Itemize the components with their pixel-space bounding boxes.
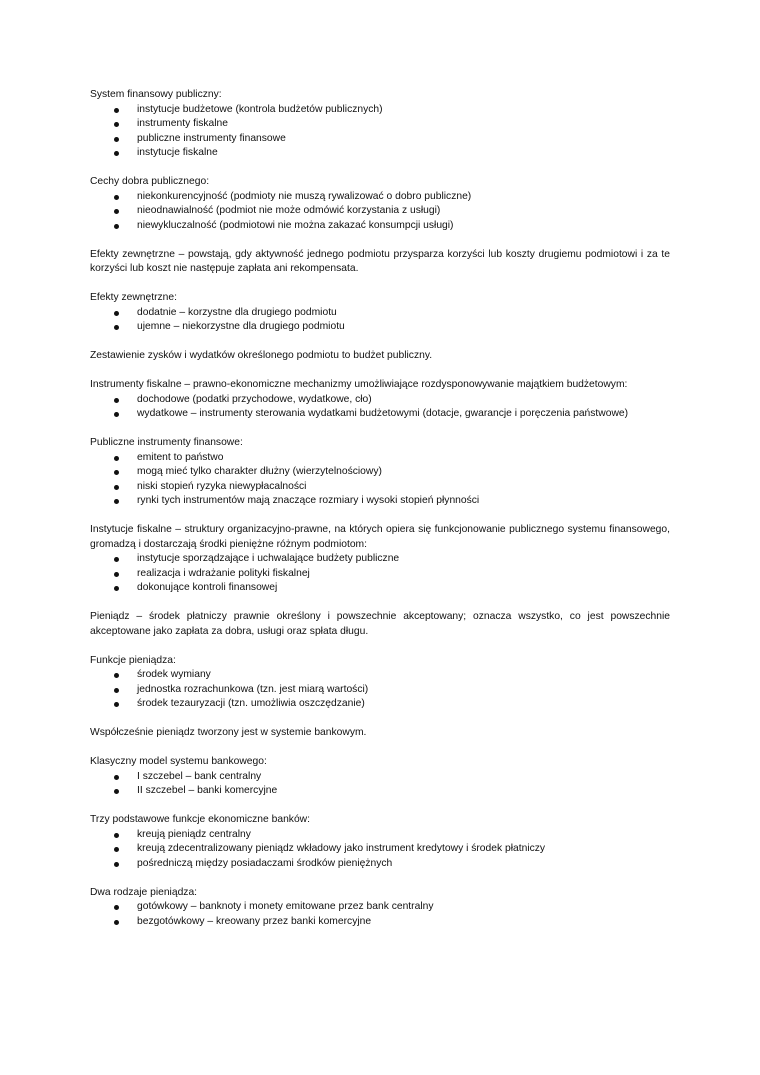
text-section (90, 248, 670, 277)
list-item (90, 132, 670, 147)
list-item-text: wydatkowe – instrumenty sterowania wydatkami budżetowymi (dotacje, gwarancje i poręczenia państwowe) (137, 408, 629, 419)
list-item-text: ujemne – niekorzystne dla drugiego podmiotu (137, 321, 345, 332)
list-item-text: kreują zdecentralizowany pieniądz wkładowy jako instrument kredytowy i środek płatniczy (137, 843, 546, 854)
list-item-text: środek wymiany (137, 669, 211, 680)
text-section (90, 755, 670, 799)
section-heading: Instrumenty fiskalne – prawno-ekonomiczne mechanizmy umożliwiające rozdysponowywanie majątkiem budżetowym: (90, 379, 628, 390)
list-item (90, 567, 670, 582)
bullet-icon (114, 224, 119, 229)
bullet-list (90, 552, 670, 596)
list-item (90, 784, 670, 799)
bullet-list (90, 668, 670, 712)
list-item-text: dokonujące kontroli finansowej (137, 582, 278, 593)
list-item (90, 828, 670, 843)
text-section (90, 654, 670, 712)
list-item (90, 857, 670, 872)
text-section (90, 726, 670, 741)
bullet-icon (114, 847, 119, 852)
list-item-text: II szczebel – banki komercyjne (137, 785, 278, 796)
list-item-text: instytucje budżetowe (kontrola budżetów publicznych) (137, 103, 383, 115)
list-item (90, 915, 670, 930)
text-section (90, 378, 670, 422)
section-heading: Trzy podstawowe funkcje ekonomiczne banków: (90, 814, 310, 825)
list-item-text: niekonkurencyjność (podmioty nie muszą rywalizować o dobro publiczne) (137, 190, 472, 202)
list-item-text: emitent to państwo (137, 451, 224, 463)
text-section (90, 88, 670, 161)
bullet-list (90, 900, 670, 929)
bullet-icon (114, 485, 119, 490)
bullet-list (90, 451, 670, 509)
bullet-list (90, 770, 670, 799)
list-item (90, 219, 670, 234)
list-item-text: publiczne instrumenty finansowe (137, 132, 286, 144)
list-item (90, 407, 670, 422)
bullet-icon (114, 862, 119, 867)
section-heading: Klasyczny model systemu bankowego: (90, 756, 267, 767)
list-item-text: środek tezauryzacji (tzn. umożliwia oszczędzanie) (137, 698, 365, 709)
list-item-text: instytucje fiskalne (137, 147, 218, 158)
list-item-text: jednostka rozrachunkowa (tzn. jest miarą wartości) (137, 683, 369, 695)
list-item-text: realizacja i wdrażanie polityki fiskalnej (137, 567, 310, 579)
bullet-list (90, 828, 670, 872)
bullet-icon (114, 775, 119, 780)
list-item (90, 842, 670, 857)
list-item-text: bezgotówkowy – kreowany przez banki komercyjne (137, 915, 372, 927)
text-section (90, 886, 670, 930)
bullet-icon (114, 412, 119, 417)
text-section (90, 523, 670, 596)
list-item-text: instrumenty fiskalne (137, 118, 228, 129)
bullet-icon (114, 137, 119, 142)
section-paragraph: Współcześnie pieniądz tworzony jest w systemie bankowym. (90, 727, 367, 738)
list-item-text: dochodowe (podatki przychodowe, wydatkowe, cło) (137, 393, 372, 405)
list-item-text: mogą mieć tylko charakter dłużny (wierzytelnościowy) (137, 466, 382, 477)
section-paragraph: Zestawienie zysków i wydatków określonego podmiotu to budżet publiczny. (90, 350, 433, 361)
text-section (90, 813, 670, 871)
list-item (90, 465, 670, 480)
list-item-text: dodatnie – korzystne dla drugiego podmiotu (137, 306, 337, 318)
section-heading: Dwa rodzaje pieniądza: (90, 886, 198, 898)
section-heading: Funkcje pieniądza: (90, 654, 176, 666)
bullet-icon (114, 673, 119, 678)
list-item (90, 146, 670, 161)
list-item (90, 204, 670, 219)
text-section (90, 436, 670, 509)
list-item-text: nieodnawialność (podmiot nie może odmówić korzystania z usługi) (137, 205, 441, 216)
list-item (90, 683, 670, 698)
bullet-icon (114, 499, 119, 504)
bullet-icon (114, 470, 119, 475)
text-section (90, 291, 670, 335)
list-item-text: pośredniczą między posiadaczami środków pieniężnych (137, 857, 393, 869)
list-item-text: gotówkowy – banknoty i monety emitowane przez bank centralny (137, 901, 434, 912)
bullet-icon (114, 905, 119, 910)
list-item (90, 451, 670, 466)
bullet-list (90, 190, 670, 234)
list-item (90, 190, 670, 205)
list-item (90, 900, 670, 915)
list-item-text: instytucje sporządzające i uchwalające budżety publiczne (137, 553, 400, 564)
bullet-icon (114, 122, 119, 127)
text-section (90, 175, 670, 233)
bullet-list (90, 103, 670, 161)
list-item (90, 306, 670, 321)
list-item (90, 480, 670, 495)
bullet-icon (114, 586, 119, 591)
list-item (90, 552, 670, 567)
section-heading: Publiczne instrumenty finansowe: (90, 437, 243, 448)
text-section (90, 610, 670, 639)
list-item (90, 770, 670, 785)
list-item (90, 117, 670, 132)
bullet-icon (114, 789, 119, 794)
list-item (90, 668, 670, 683)
bullet-icon (114, 456, 119, 461)
list-item (90, 697, 670, 712)
list-item (90, 393, 670, 408)
bullet-icon (114, 920, 119, 925)
list-item (90, 320, 670, 335)
list-item (90, 581, 670, 596)
section-paragraph: Efekty zewnętrzne – powstają, gdy aktywność jednego podmiotu przysparza korzyści lub koszty drugiemu podmiotowi i za te korzyści lub koszt nie następuje zapłata ani rekompensata. (90, 248, 670, 274)
list-item-text: niewykluczalność (podmiotowi nie można zakazać konsumpcji usługi) (137, 219, 454, 231)
list-item (90, 103, 670, 118)
bullet-icon (114, 195, 119, 200)
section-paragraph: Pieniądz – środek płatniczy prawnie określony i powszechnie akceptowany; oznacza wszystko, co jest powszechnie akceptowane jako zapłata za dobra, usługi oraz spłata długu. (90, 611, 670, 637)
section-heading: Cechy dobra publicznego: (90, 176, 210, 187)
bullet-icon (114, 108, 119, 113)
list-item-text: I szczebel – bank centralny (137, 770, 262, 782)
bullet-icon (114, 833, 119, 838)
bullet-icon (114, 398, 119, 403)
bullet-list (90, 306, 670, 335)
bullet-icon (114, 209, 119, 214)
bullet-icon (114, 702, 119, 707)
list-item-text: rynki tych instrumentów mają znaczące rozmiary i wysoki stopień płynności (137, 495, 480, 506)
section-heading: System finansowy publiczny: (90, 89, 222, 100)
bullet-icon (114, 557, 119, 562)
bullet-list (90, 393, 670, 422)
list-item-text: kreują pieniądz centralny (137, 828, 251, 840)
bullet-icon (114, 572, 119, 577)
list-item-text: niski stopień ryzyka niewypłacalności (137, 480, 307, 492)
section-heading: Efekty zewnętrzne: (90, 292, 177, 303)
text-section (90, 349, 670, 364)
bullet-icon (114, 311, 119, 316)
bullet-icon (114, 325, 119, 330)
list-item (90, 494, 670, 509)
section-paragraph: Instytucje fiskalne – struktury organizacyjno-prawne, na których opiera się funkcjonowanie publicznego systemu finansowego, gromadzą i dostarczają środki pieniężne różnym podmiotom: (90, 524, 670, 550)
bullet-icon (114, 151, 119, 156)
bullet-icon (114, 688, 119, 693)
